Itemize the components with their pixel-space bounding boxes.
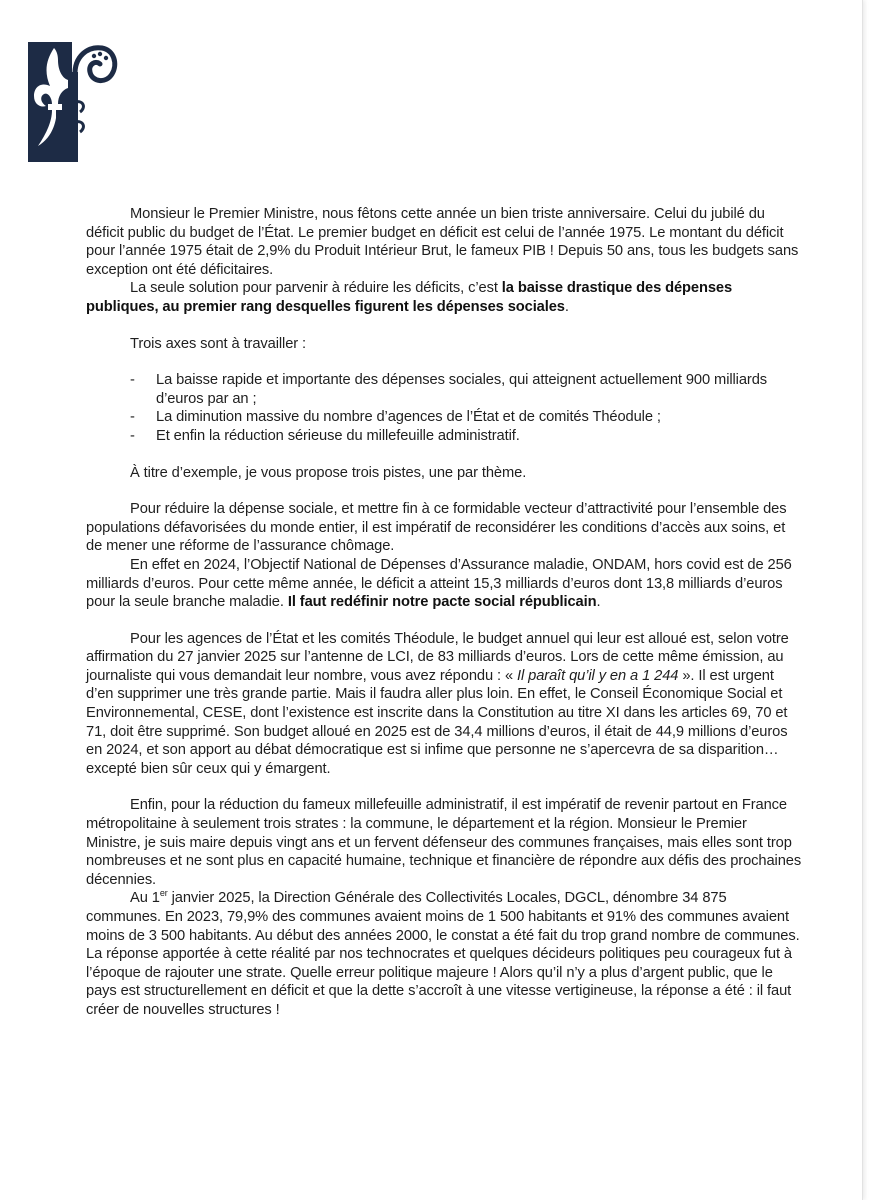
paragraph-communes: Au 1er janvier 2025, la Direction Générale des Collectivités Locales, DGCL, dénombre 34 875 communes. En 2023, 79,9% des communes avaient moins de 1 500 habitants et 91% des communes avaient moins de 3 500 habitants. Au début des années 2000, le constat a été fait du trop grand nombre de communes. La réponse apportée à cette réalité par nos technocrates et quelques décideurs politiques peu courageux fut à l’époque de rajouter une strate. Quelle erreur politique majeure ! Alors qu’il n’y a plus d’argent public, que le pays est structurellement en déficit et que la dette s’accroît à une vitesse vertigineuse, la réponse a été : il faut créer de nouvelles structures !	[86, 888, 800, 1018]
paragraph-ondam: En effet en 2024, l’Objectif National de Dépenses d’Assurance maladie, ONDAM, hors covid est de 256 milliards d’euros. Pour cette même année, le déficit a atteint 15,3 milliards d’euros dont 13,8 milliards d’euros pour la seule branche maladie. Il faut redéfinir notre pacte social républicain.	[86, 556, 792, 611]
paragraph-examples: À titre d’exemple, je vous propose trois pistes, une par thème.	[130, 464, 527, 481]
paragraph-axes-heading: Trois axes sont à travailler :	[130, 335, 307, 352]
paragraph-social: Pour réduire la dépense sociale, et mettre fin à ce formidable vecteur d’attractivité pour l’ensemble des populations défavorisées du monde entier, il est impératif de reconsidérer les conditions d’accès aux soins, et de mener une réforme de l’assurance chômage.	[86, 501, 787, 555]
paragraph-intro: Monsieur le Premier Ministre, nous fêtons cette année un bien triste anniversaire. Celui du jubilé du déficit public du budget de l’État. Le premier budget en déficit est celui de l’année 1975. Le montant du déficit pour l’année 1975 était de 2,9% du Produit Intérieur Brut, le fameux PIB ! Depuis 50 ans, tous les budgets sans exception ont été déficitaires.	[86, 206, 799, 278]
axes-list	[86, 371, 804, 445]
paragraph-millefeuille: Enfin, pour la réduction du fameux millefeuille administratif, il est impératif de revenir partout en France métropolitaine à seulement trois strates : la commune, le département et la région. Monsieur le Premier Ministre, je suis maire depuis vingt ans et un fervent défenseur des communes françaises, mais elles sont trop nombreuses et ne sont plus en capacité humaine, technique et financière de répondre aux défis des prochaines décennies.	[86, 797, 802, 888]
list-item: - Et enfin la réduction sérieuse du millefeuille administratif.	[130, 427, 804, 446]
quote-text: Il paraît qu’il y en a 1 244	[517, 667, 679, 684]
paragraph-solution: La seule solution pour parvenir à réduire les déficits, c’est la baisse drastique des dépenses publiques, au premier rang desquelles figurent les dépenses sociales.	[86, 280, 733, 315]
letter-body	[86, 205, 804, 1020]
emphasis-text: la baisse drastique des dépenses publiques, au premier rang desquelles figurent les dépenses sociales	[86, 280, 733, 315]
emphasis-text: Il faut redéfinir notre pacte social républicain	[287, 594, 597, 611]
list-item: - La diminution massive du nombre d’agences de l’État et de comités Théodule ;	[130, 408, 804, 427]
paragraph-agencies: Pour les agences de l’État et les comités Théodule, le budget annuel qui leur est alloué est, selon votre affirmation du 27 janvier 2025 sur l’antenne de LCI, de 83 milliards d’euros. Lors de cette même émission, au journaliste qui vous demandait leur nombre, vous avez répondu : « Il paraît qu’il y en a 1 244 ». Il est urgent d’en supprimer une très grande partie. Mais il faudra aller plus loin. En effet, le Conseil Économique Social et Environnemental, CESE, dont l’existence est inscrite dans la Constitution au titre XI dans les articles 69, 70 et 71, doit être supprimé. Son budget alloué en 2025 est de 34,4 millions d’euros, il était de 44,9 millions d’euros en 2024, et son apport au débat démocratique est si infime que personne ne s’apercevra de sa disparition… excepté bien sûr ceux qui y émargent.	[86, 630, 789, 777]
list-item: - La baisse rapide et importante des dépenses sociales, qui atteignent actuellement 900 milliards d’euros par an ;	[130, 371, 804, 408]
fleur-de-lis-logo	[28, 42, 120, 162]
